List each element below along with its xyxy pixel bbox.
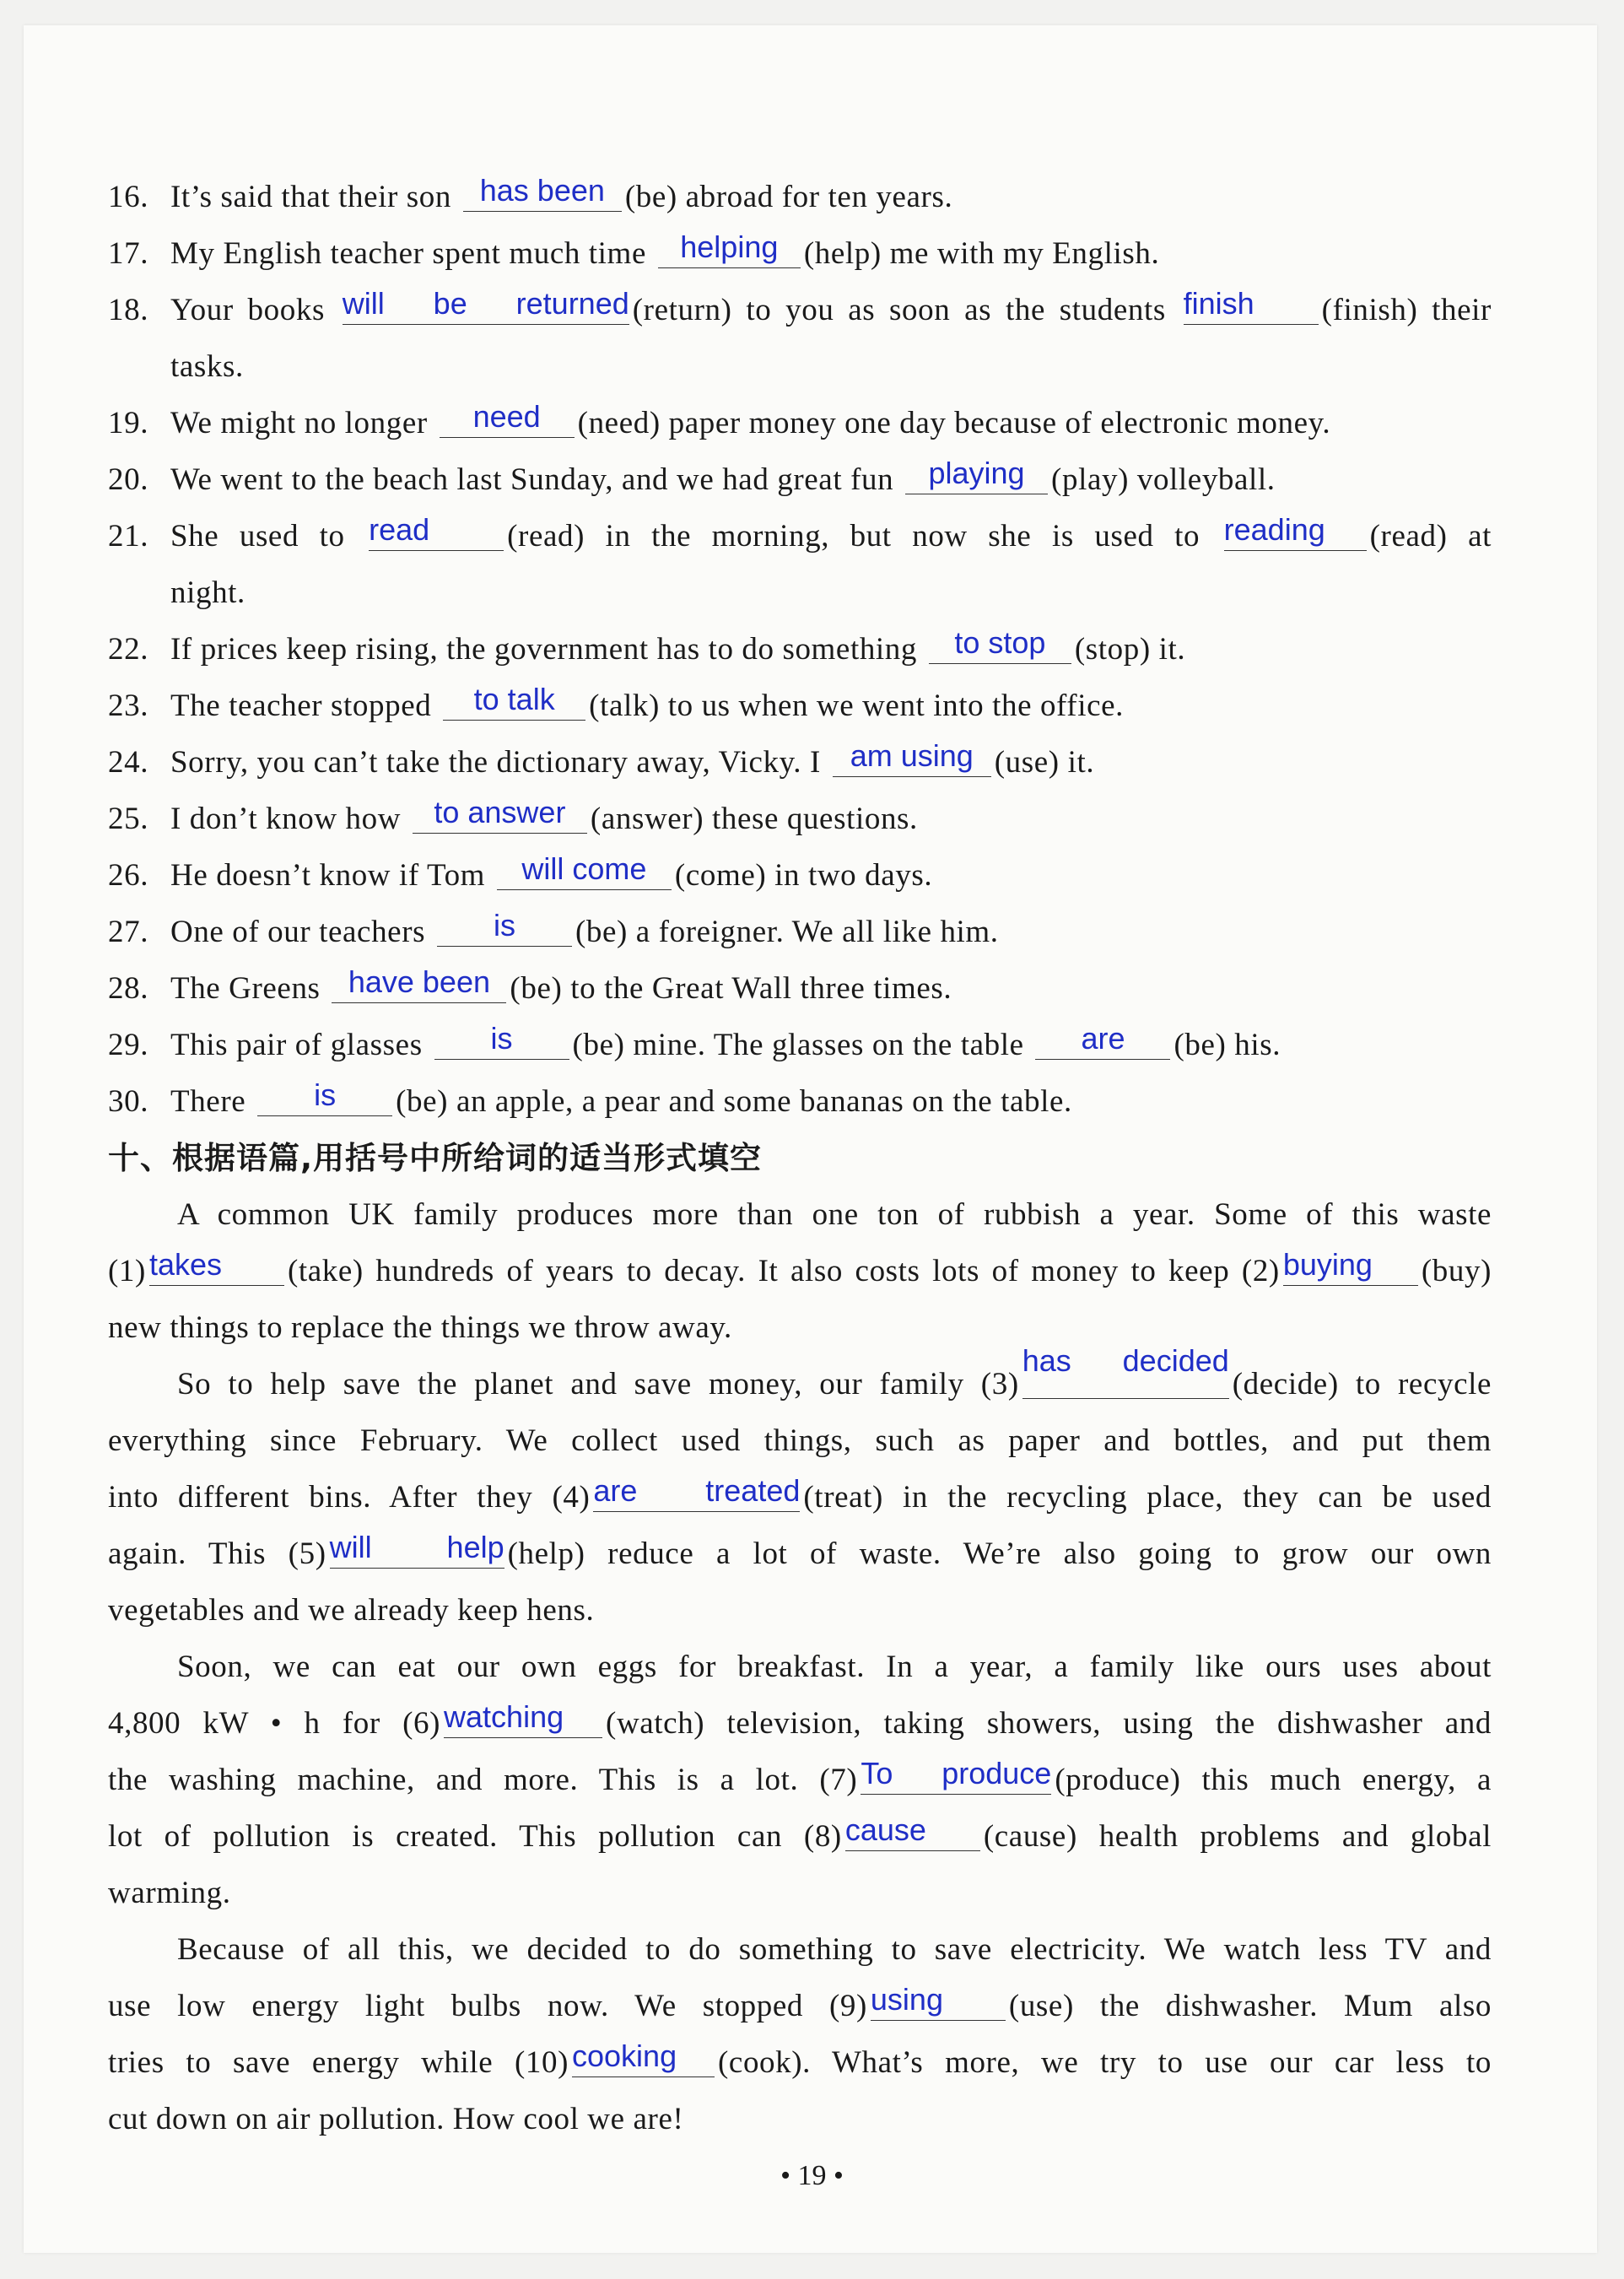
text-segment: lot of pollution is created. This pollution can (8) [108, 1819, 842, 1854]
text-segment: (cook). What’s more, we try to use our car less to [718, 2045, 1492, 2080]
text-segment: use low energy light bulbs now. We stopped (9) [108, 1989, 867, 2023]
item-text [170, 282, 1492, 395]
handwritten-answer: is [493, 908, 515, 942]
handwritten-answer: am using [850, 738, 974, 773]
text-segment: (come) in two days. [674, 858, 933, 893]
item-number: 25. [108, 802, 149, 836]
text-segment: into different bins. After they (4) [108, 1480, 591, 1515]
answer-blank[interactable] [1183, 286, 1319, 325]
text-segment: (help) reduce a lot of waste. We’re also going to grow our own [507, 1536, 1492, 1571]
answer-blank[interactable] [257, 1077, 392, 1116]
text-segment: (stop) it. [1074, 632, 1186, 667]
item-number: 26. [108, 858, 149, 893]
item-text [170, 225, 1492, 282]
handwritten-answer: finish [1183, 286, 1254, 321]
answer-blank[interactable] [443, 682, 585, 721]
text-segment: (buy) [1421, 1254, 1492, 1288]
text-segment: vegetables and we already keep hens. [108, 1593, 595, 1628]
text-segment: (read) in the morning, but now she is used to [507, 519, 1221, 554]
item-continuation: night. [170, 575, 245, 610]
item-text [170, 169, 1492, 225]
text-segment: (use) it. [994, 745, 1095, 780]
handwritten-answer: cooking [572, 2039, 677, 2073]
answer-blank[interactable] [444, 1699, 602, 1738]
handwritten-answer: takes [148, 1247, 222, 1282]
item-number: 22. [108, 632, 149, 667]
handwritten-answer: To produce [861, 1756, 1052, 1790]
text-segment: (play) volleyball. [1051, 462, 1276, 497]
handwritten-answer: will help [329, 1530, 504, 1564]
exercise-item [108, 282, 1492, 395]
answer-blank[interactable] [437, 908, 572, 947]
passage-line [108, 1343, 1492, 1412]
answer-blank[interactable] [1035, 1021, 1170, 1060]
exercise-item [108, 1017, 1492, 1073]
handwritten-answer: buying [1282, 1247, 1373, 1282]
text-segment: the washing machine, and more. This is a lot. (7) [108, 1763, 858, 1797]
exercise-item [108, 395, 1492, 451]
item-text [170, 451, 1492, 508]
passage-line [108, 1921, 1492, 1978]
handwritten-answer: helping [680, 230, 779, 264]
page-number: • 19 • [780, 2160, 844, 2191]
handwritten-answer: has decided [1022, 1343, 1229, 1378]
text-segment: There [170, 1084, 255, 1119]
handwritten-answer: using [870, 1982, 943, 2017]
item-number: 19. [108, 406, 149, 440]
item-text [170, 1073, 1492, 1130]
answer-blank[interactable] [844, 1812, 980, 1851]
text-segment: again. This (5) [108, 1536, 326, 1571]
text-segment: (be) a foreigner. We all like him. [575, 915, 999, 949]
passage-line [108, 1412, 1492, 1469]
passage-line [108, 1639, 1492, 1695]
exercise-item [108, 451, 1492, 508]
answer-blank[interactable] [870, 1982, 1006, 2021]
handwritten-answer: are treated [593, 1473, 801, 1508]
text-segment: If prices keep rising, the government has to do something [170, 632, 925, 667]
passage-line [108, 1186, 1492, 1243]
handwritten-answer: is [314, 1077, 337, 1112]
text-segment: (be) to the Great Wall three times. [510, 971, 952, 1006]
answer-blank[interactable] [658, 230, 801, 268]
handwritten-answer: are [1081, 1021, 1125, 1056]
text-segment: 4,800 kW • h for (6) [108, 1706, 441, 1741]
passage-line [108, 1469, 1492, 1526]
answer-blank[interactable] [1223, 512, 1367, 551]
text-segment: (return) to you as soon as the students [632, 293, 1180, 327]
item-text [170, 960, 1492, 1017]
exercise-item [108, 791, 1492, 847]
text-segment: It’s said that their son [170, 180, 460, 214]
exercise-item [108, 960, 1492, 1017]
text-segment: (watch) television, taking showers, using the dishwasher and [606, 1706, 1492, 1741]
handwritten-answer: to talk [473, 682, 555, 716]
text-segment: (cause) health problems and global [983, 1819, 1492, 1854]
text-segment: Soon, we can eat our own eggs for breakfast. In a year, a family like ours uses about [177, 1650, 1492, 1684]
exercise-item [108, 169, 1492, 225]
text-segment: The Greens [170, 971, 329, 1006]
answer-blank[interactable] [332, 964, 506, 1003]
answer-blank[interactable] [593, 1473, 801, 1512]
passage-line [108, 1808, 1492, 1865]
answer-blank[interactable] [1022, 1343, 1229, 1399]
item-number: 24. [108, 745, 149, 780]
text-segment: (need) paper money one day because of electronic money. [577, 406, 1331, 440]
passage-line [108, 1752, 1492, 1808]
item-text [170, 791, 1492, 847]
item-number: 28. [108, 971, 149, 1006]
text-segment: My English teacher spent much time [170, 236, 655, 271]
text-segment: We might no longer [170, 406, 436, 440]
handwritten-answer: will be returned [342, 286, 629, 321]
text-segment: (finish) their [1321, 293, 1492, 327]
passage-line [108, 1582, 1492, 1639]
item-number: 20. [108, 462, 149, 497]
text-segment: (help) me with my English. [803, 236, 1160, 271]
handwritten-answer: will come [521, 851, 647, 886]
text-segment: She used to [170, 519, 366, 554]
text-segment: tries to save energy while (10) [108, 2045, 569, 2080]
handwritten-answer: to stop [954, 625, 1046, 660]
text-segment: A common UK family produces more than one ton of rubbish a year. Some of this waste [177, 1197, 1492, 1232]
passage-line [108, 2091, 1492, 2147]
passage-line [108, 1299, 1492, 1356]
handwritten-answer: reading [1223, 512, 1325, 547]
text-segment: This pair of glasses [170, 1028, 431, 1062]
text-segment: new things to replace the things we throw away. [108, 1310, 732, 1345]
text-segment: (take) hundreds of years to decay. It also costs lots of money to keep (2) [287, 1254, 1280, 1288]
item-text [170, 621, 1492, 678]
item-text [170, 678, 1492, 734]
answer-blank[interactable] [572, 2039, 715, 2077]
item-number: 23. [108, 689, 149, 723]
passage-line [108, 2034, 1492, 2091]
handwritten-answer: to answer [434, 795, 566, 829]
answer-blank[interactable] [434, 1021, 569, 1060]
item-text [170, 508, 1492, 621]
answer-blank[interactable] [861, 1756, 1052, 1795]
item-number: 21. [108, 519, 149, 554]
item-text [170, 904, 1492, 960]
text-segment: cut down on air pollution. How cool we are! [108, 2102, 684, 2136]
handwritten-answer: has been [479, 173, 605, 208]
exercise-list [108, 169, 1492, 1130]
handwritten-answer: need [472, 399, 541, 434]
item-number: 27. [108, 915, 149, 949]
exercise-item [108, 678, 1492, 734]
exercise-item [108, 621, 1492, 678]
text-segment: (be) mine. The glasses on the table [572, 1028, 1033, 1062]
answer-blank[interactable] [369, 512, 504, 551]
section-title: 十、根据语篇,用括号中所给词的适当形式填空 [108, 1140, 763, 1176]
content [108, 169, 1492, 2147]
answer-blank[interactable] [148, 1247, 284, 1286]
exercise-item [108, 734, 1492, 791]
text-segment: (read) at [1369, 519, 1492, 554]
text-segment: One of our teachers [170, 915, 434, 949]
passage-line [108, 1526, 1492, 1582]
item-number: 29. [108, 1028, 149, 1062]
text-segment: (talk) to us when we went into the office. [589, 689, 1124, 723]
text-segment: Sorry, you can’t take the dictionary away, Vicky. I [170, 745, 829, 780]
text-segment: (treat) in the recycling place, they can be used [803, 1480, 1492, 1515]
text-segment: (use) the dishwasher. Mum also [1008, 1989, 1492, 2023]
answer-blank[interactable] [329, 1530, 504, 1569]
handwritten-answer: watching [444, 1699, 564, 1734]
answer-blank[interactable] [497, 851, 672, 890]
answer-blank[interactable] [440, 399, 575, 438]
item-number: 17. [108, 236, 149, 271]
exercise-item [108, 508, 1492, 621]
handwritten-answer: is [490, 1021, 513, 1056]
answer-blank[interactable] [833, 738, 991, 777]
text-segment: warming. [108, 1876, 231, 1910]
answer-blank[interactable] [463, 173, 622, 212]
passage-line [108, 1978, 1492, 2034]
text-segment: (be) his. [1173, 1028, 1281, 1062]
worksheet-page [24, 25, 1597, 2253]
text-segment: (be) an apple, a pear and some bananas on the table. [396, 1084, 1072, 1119]
passage-line [108, 1243, 1492, 1299]
text-segment: The teacher stopped [170, 689, 440, 723]
text-segment: He doesn’t know if Tom [170, 858, 494, 893]
item-number: 16. [108, 180, 149, 214]
handwritten-answer: playing [928, 456, 1025, 490]
text-segment: I don’t know how [170, 802, 409, 836]
item-text [170, 1017, 1492, 1073]
exercise-item [108, 847, 1492, 904]
handwritten-answer: read [369, 512, 430, 547]
item-continuation: tasks. [170, 349, 244, 384]
text-segment: (decide) to recycle [1232, 1367, 1492, 1401]
text-segment: We went to the beach last Sunday, and we had great fun [170, 462, 903, 497]
answer-blank[interactable] [1282, 1247, 1418, 1286]
handwritten-answer: have been [348, 964, 490, 999]
exercise-item [108, 225, 1492, 282]
answer-blank[interactable] [342, 286, 629, 325]
answer-blank[interactable] [929, 625, 1071, 664]
item-number: 18. [108, 293, 149, 327]
handwritten-answer: cause [844, 1812, 926, 1847]
passage-line [108, 1865, 1492, 1921]
item-text [170, 847, 1492, 904]
passage [108, 1186, 1492, 2147]
text-segment: (1) [108, 1254, 146, 1288]
item-text [170, 734, 1492, 791]
text-segment: (answer) these questions. [590, 802, 918, 836]
exercise-item [108, 1073, 1492, 1130]
text-segment: Your books [170, 293, 339, 327]
text-segment: Because of all this, we decided to do something to save electricity. We watch less TV and [177, 1932, 1492, 1967]
answer-blank[interactable] [905, 456, 1048, 494]
text-segment: (be) abroad for ten years. [624, 180, 953, 214]
item-text [170, 395, 1492, 451]
text-segment: So to help save the planet and save money, our family (3) [177, 1367, 1019, 1401]
answer-blank[interactable] [413, 795, 587, 834]
text-segment: (produce) this much energy, a [1055, 1763, 1492, 1797]
item-number: 30. [108, 1084, 149, 1119]
text-segment: everything since February. We collect used things, such as paper and bottles, and put them [108, 1423, 1492, 1458]
passage-line [108, 1695, 1492, 1752]
exercise-item [108, 904, 1492, 960]
